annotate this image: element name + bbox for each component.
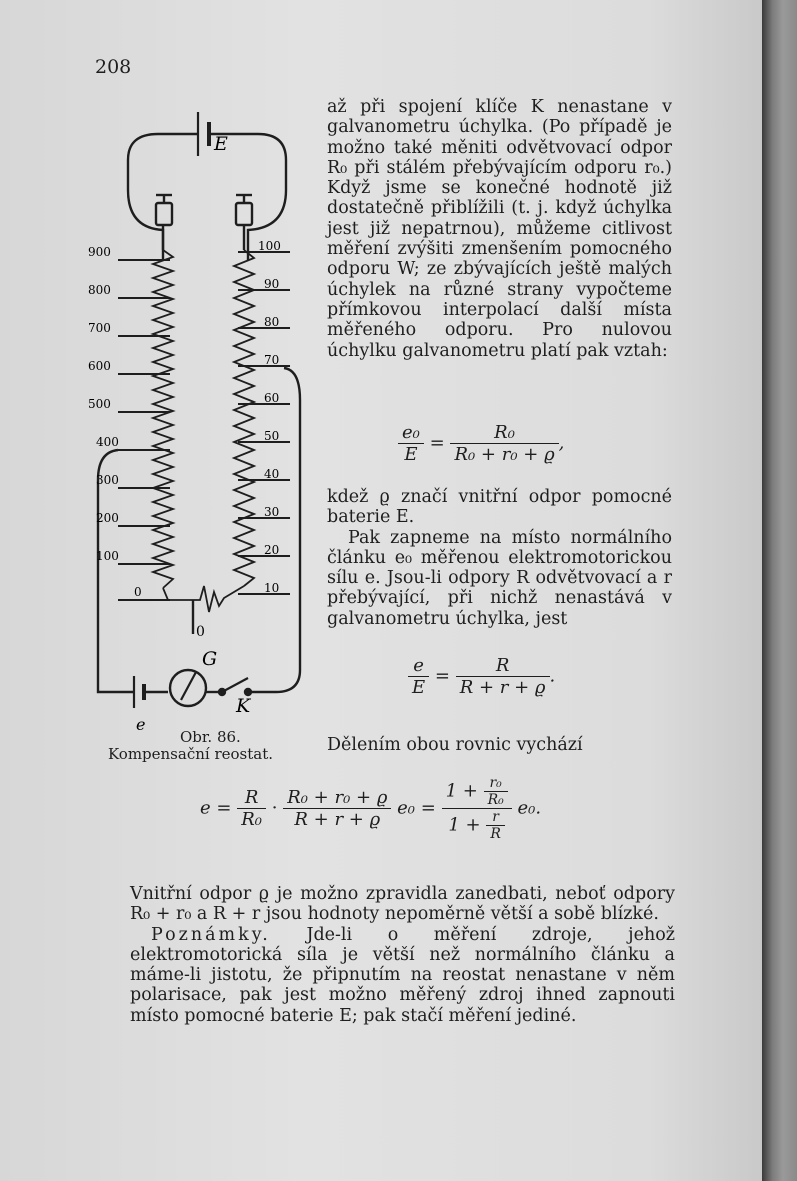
scale-r-10: 10 <box>264 581 280 595</box>
scale-r-70: 70 <box>264 353 280 367</box>
label-E: E <box>214 133 228 155</box>
scale-200: 200 <box>96 511 119 525</box>
paragraph-2: kdež ϱ značí vnitřní odpor pomocné baterie E. <box>327 487 672 528</box>
bottom-paragraph-1: Vnitřní odpor ϱ je možno zpravidla zanedbati, neboť odpory R₀ + r₀ a R + r jsou hodnoty nepoměrně větší a sobě blízké. <box>130 884 675 925</box>
notes-label: Poznámky. <box>151 924 271 945</box>
scale-r-20: 20 <box>264 543 280 557</box>
text-block-3 <box>327 735 672 755</box>
scale-400: 400 <box>96 435 119 449</box>
scale-r-100: 100 <box>258 239 281 253</box>
paragraph-4: Dělením obou rovnic vychází <box>327 735 583 755</box>
text-block-2 <box>327 487 672 629</box>
scale-600: 600 <box>88 359 111 373</box>
equation-1: $\frac{\text{e₀}}{E}$ = $\frac{\text{R₀}}{\text{R₀ + r₀ + ϱ}}$ , <box>398 422 564 465</box>
equation-3: e = $\frac{R}{\text{R₀}}$ · $\frac{\text{R₀ + r₀ + ϱ}}{R + r + ϱ}$ e₀ = 1 + $\frac{\text{r₀}}{\text{R₀}}$ 1 + $\frac{r}{R}$ e₀. <box>200 775 542 842</box>
right-text-column <box>327 97 672 361</box>
scale-r-40: 40 <box>264 467 280 481</box>
scale-r-50: 50 <box>264 429 280 443</box>
paragraph-1: až při spojení klíče K nenastane v galvanometru úchylka. (Po případě je možno také měniti odvětvovací odpor R₀ při stálém přebývajícím odporu r₀.) Když jsme se konečné hodnotě již dostatečně přiblížili (t. j. když úchylka jest již nepatrnou), můžeme citlivost měření zvýšiti zmenšením pomocného odporu W; ze zbývajících ještě malých úchylek na různé strany vypočteme přímkovou interpolací další místa měřeného odporu. Pro nulovou úchylku galvanometru platí pak vztah: <box>327 97 672 361</box>
scale-800: 800 <box>88 283 111 297</box>
label-zero: 0 <box>196 624 205 640</box>
scale-300: 300 <box>96 473 119 487</box>
equation-2: $\frac{e}{E}$ = $\frac{R}{R + r + ϱ}$ . <box>408 655 555 698</box>
scale-r-60: 60 <box>264 391 280 405</box>
compensation-rheostat-figure <box>88 100 320 740</box>
paragraph-3: Pak zapneme na místo normálního článku e₀ měřenou elektromotorickou sílu e. Jsou-li odpory R odvětvovací a r přebývající, při nichž nenastává v galvanometru úchylka, jest <box>327 527 672 629</box>
label-G: G <box>202 648 218 670</box>
scale-r-80: 80 <box>264 315 280 329</box>
book-spine <box>762 0 797 1181</box>
bottom-text <box>130 884 675 1026</box>
scale-900: 900 <box>88 245 111 259</box>
scale-r-30: 30 <box>264 505 280 519</box>
scale-100: 100 <box>96 549 119 563</box>
scale-700: 700 <box>88 321 111 335</box>
label-e: e <box>136 715 146 734</box>
page-number: 208 <box>95 56 132 78</box>
figure-caption: Kompensační reostat. <box>107 745 273 763</box>
scale-500: 500 <box>88 397 111 411</box>
scale-0: 0 <box>134 585 142 599</box>
scale-r-90: 90 <box>264 277 280 291</box>
label-K: K <box>236 695 251 717</box>
figure-number: Obr. 86. <box>180 728 241 746</box>
bottom-paragraph-2: Poznámky. Jde-li o měření zdroje, jehož elektromotorická síla je větší než normálního článku a máme-li jistotu, že připnutím na reostat nenastane v něm polarisace, pak jest možno měřený zdroj ihned zapnouti místo pomocné baterie E; pak stačí měření jediné. <box>130 924 675 1026</box>
